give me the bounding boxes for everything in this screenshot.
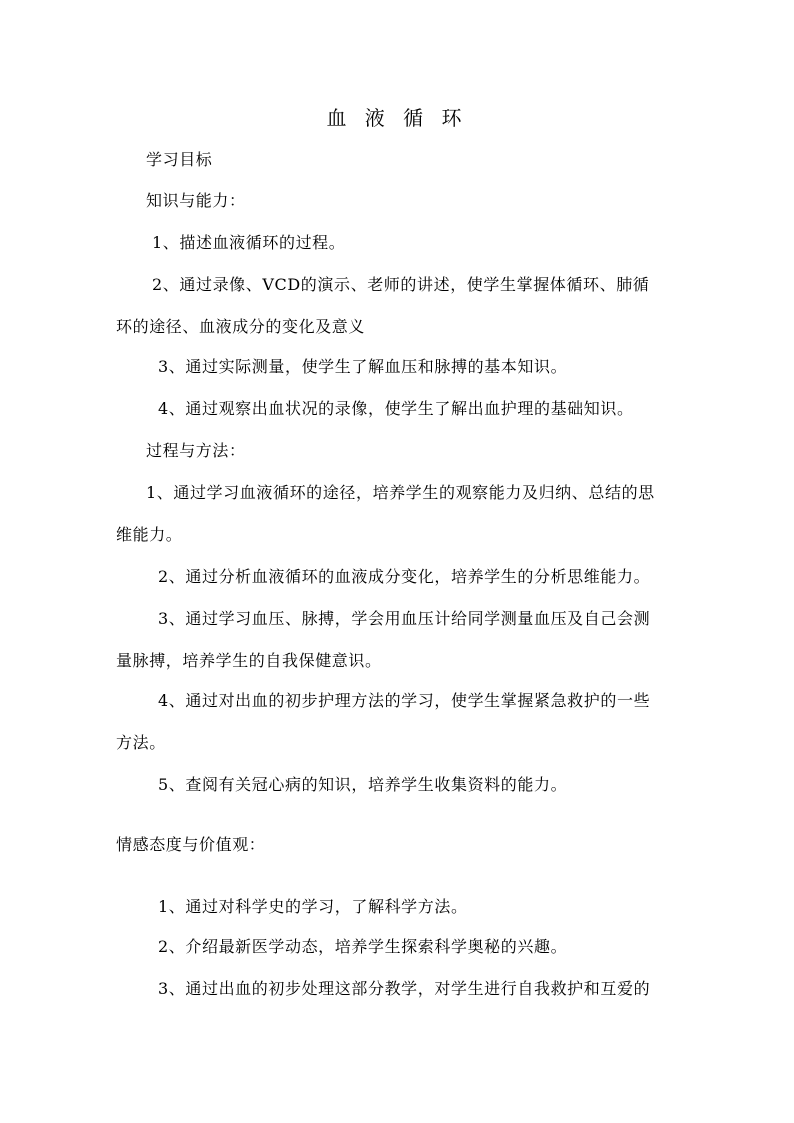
process-item-2: 2、通过分析血液循环的血液成分变化，培养学生的分析思维能力。: [158, 567, 651, 586]
process-label: 过程与方法：: [146, 441, 246, 460]
emotion-item-3: 3、通过出血的初步处理这部分教学，对学生进行自我救护和互爱的: [158, 979, 651, 998]
process-item-5: 5、查阅有关冠心病的知识，培养学生收集资料的能力。: [158, 775, 568, 794]
process-item-1-line-2: 维能力。: [116, 525, 183, 544]
emotion-item-1: 1、通过对科学史的学习，了解科学方法。: [158, 897, 468, 916]
knowledge-item-4: 4、通过观察出血状况的录像，使学生了解出血护理的基础知识。: [158, 399, 634, 418]
knowledge-item-3: 3、通过实际测量，使学生了解血压和脉搏的基本知识。: [158, 357, 568, 376]
knowledge-item-1: 1、描述血液循环的过程。: [152, 233, 346, 252]
emotion-item-2: 2、介绍最新医学动态，培养学生探索科学奥秘的兴趣。: [158, 937, 568, 956]
knowledge-item-2-line-2: 环的途径、血液成分的变化及意义: [116, 317, 366, 336]
process-item-1-line-1: 1、通过学习血液循环的途径，培养学生的观察能力及归纳、总结的思: [146, 483, 655, 502]
process-item-4-line-2: 方法。: [116, 733, 166, 752]
page-title: 血 液 循 环: [326, 106, 468, 130]
knowledge-item-2-line-1: 2、通过录像、VCD的演示、老师的讲述，使学生掌握体循环、肺循: [152, 275, 650, 294]
process-item-3-line-1: 3、通过学习血压、脉搏，学会用血压计给同学测量血压及自己会测: [158, 609, 651, 628]
emotion-label: 情感态度与价值观：: [116, 835, 266, 854]
knowledge-label: 知识与能力：: [146, 191, 246, 210]
process-item-4-line-1: 4、通过对出血的初步护理方法的学习，使学生掌握紧急救护的一些: [158, 691, 651, 710]
section-heading: 学习目标: [146, 150, 213, 169]
process-item-3-line-2: 量脉搏，培养学生的自我保健意识。: [116, 651, 382, 670]
